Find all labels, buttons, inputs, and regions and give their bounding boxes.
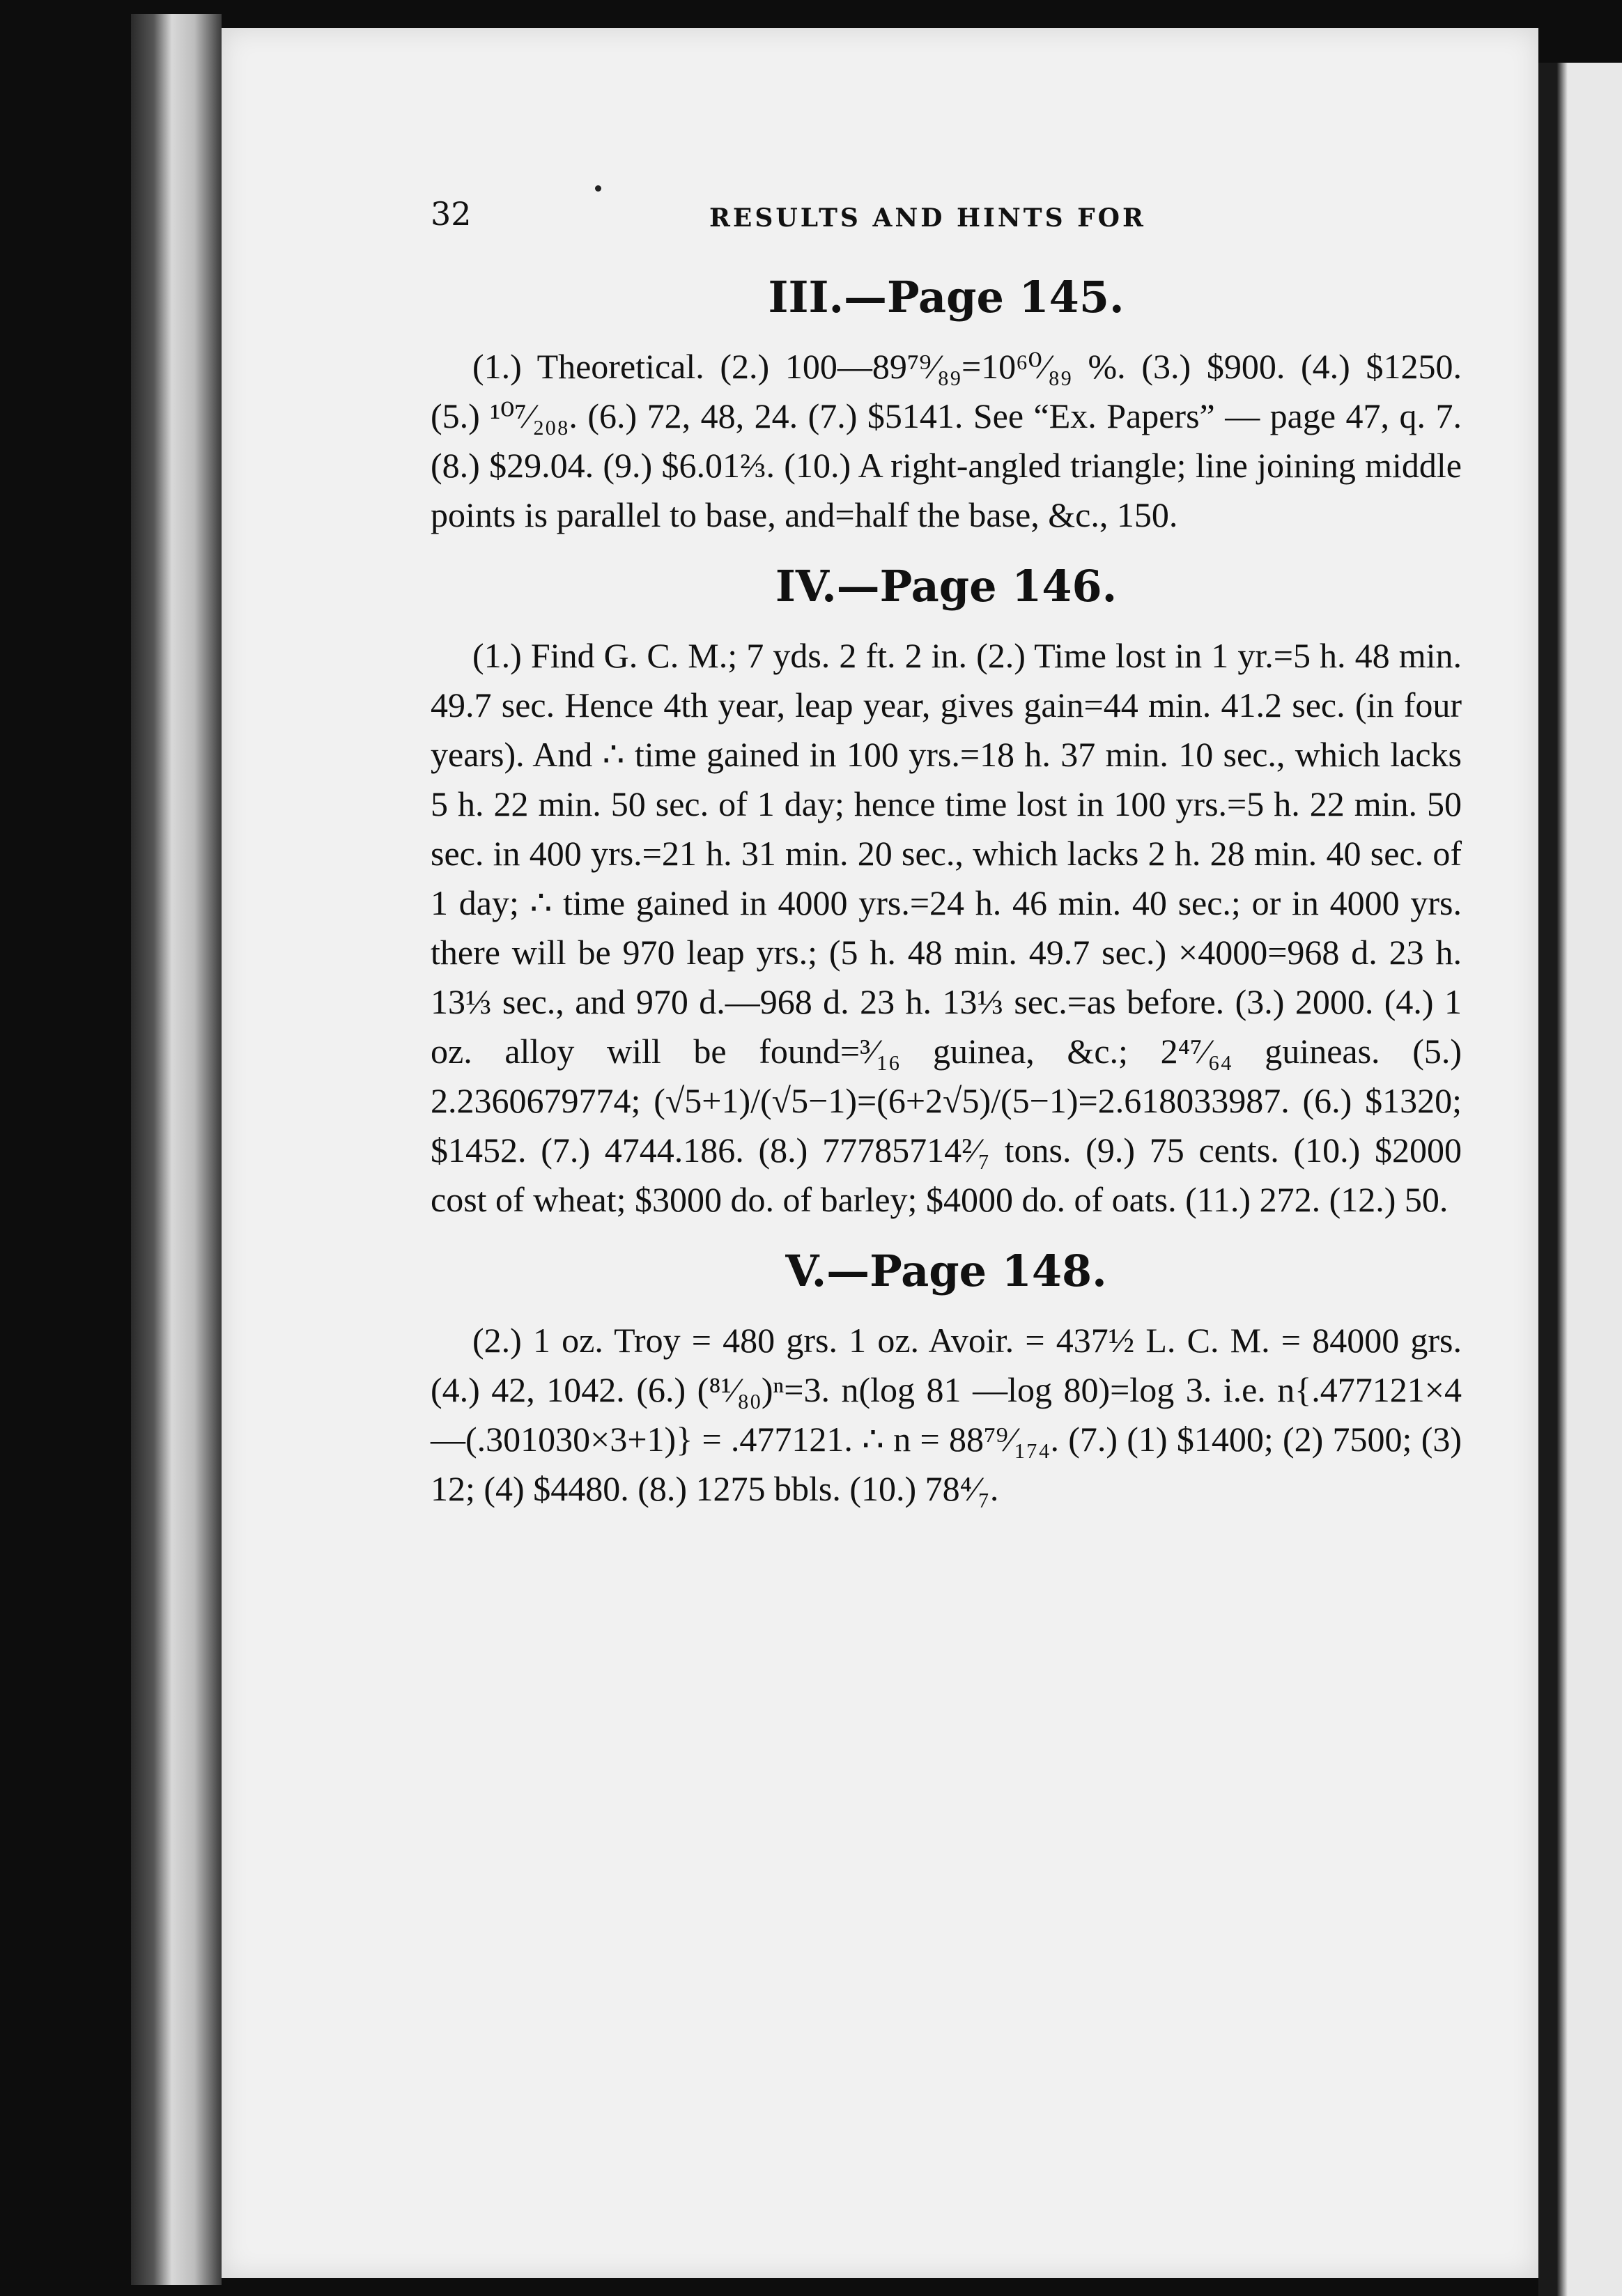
ink-speck (595, 185, 601, 192)
section-heading: V.—Page 148. (785, 1246, 1107, 1296)
running-head (431, 195, 1462, 251)
page-number: 32 (431, 195, 472, 233)
section-text: (2.) 1 oz. Troy = 480 grs. 1 oz. Avoir. = 437½ L. C. M. = 84000 grs. (4.) 42, 1042. (6.) (⁸¹⁄₈₀)ⁿ=3. n(log 81 —log 80)=log 3. i.e. n{.477121×4—(.301030×3+1)} = .477121. ∴ n = 88⁷⁹⁄₁₇₄. (7.) (1) $1400; (2) 7500; (3) 12; (4) $4480. (8.) 1275 bbls. (10.) 78⁴⁄₇. (431, 1321, 1462, 1508)
section-heading: III.—Page 145. (768, 272, 1125, 323)
book-page (222, 28, 1538, 2278)
book-spine (131, 14, 222, 2285)
page-content (431, 195, 1462, 1514)
right-page-edge (1538, 63, 1622, 2296)
section-heading: IV.—Page 146. (775, 561, 1118, 612)
section-text: (1.) Find G. C. M.; 7 yds. 2 ft. 2 in. (2.) Time lost in 1 yr.=5 h. 48 min. 49.7 sec. Hence 4th year, leap year, gives gain=44 min. 41.2 sec. (in four years). And ∴ time gained in 100 yrs.=18 h. 37 min. 10 sec., which lacks 5 h. 22 min. 50 sec. of 1 day; hence time lost in 100 yrs.=5 h. 22 min. 50 sec. in 400 yrs.=21 h. 31 min. 20 sec., which lacks 2 h. 28 min. 40 sec. of 1 day; ∴ time gained in 4000 yrs.=24 h. 46 min. 40 sec.; or in 4000 yrs. there will be 970 leap yrs.; (5 h. 48 min. 49.7 sec.) ×4000=968 d. 23 h. 13⅓ sec., and 970 d.—968 d. 23 h. 13⅓ sec.=as before. (3.) 2000. (4.) 1 oz. alloy will be found=³⁄₁₆ guinea, &c.; 2⁴⁷⁄₆₄ guineas. (5.) 2.2360679774; (√5+1)/(√5−1)=(6+2√5)/(5−1)=2.618033987. (6.) $1320; $1452. (7.) 4744.186. (8.) 77785714²⁄₇ tons. (9.) 75 cents. (10.) $2000 cost of wheat; $3000 do. of barley; $4000 do. of oats. (11.) 272. (12.) 50. (431, 636, 1462, 1219)
running-title: RESULTS AND HINTS FOR (709, 203, 1146, 233)
section-text: (1.) Theoretical. (2.) 100—89⁷⁹⁄₈₉=10⁶⁰⁄₈₉ %. (3.) $900. (4.) $1250. (5.) ¹⁰⁷⁄₂₀₈. (6.) 72, 48, 24. (7.) $5141. See “Ex. Papers” — page 47, q. 7. (8.) $29.04. (9.) $6.01⅔. (10.) A right-angled triangle; line joining middle points is parallel to base, and=half the base, &c., 150. (431, 347, 1462, 534)
